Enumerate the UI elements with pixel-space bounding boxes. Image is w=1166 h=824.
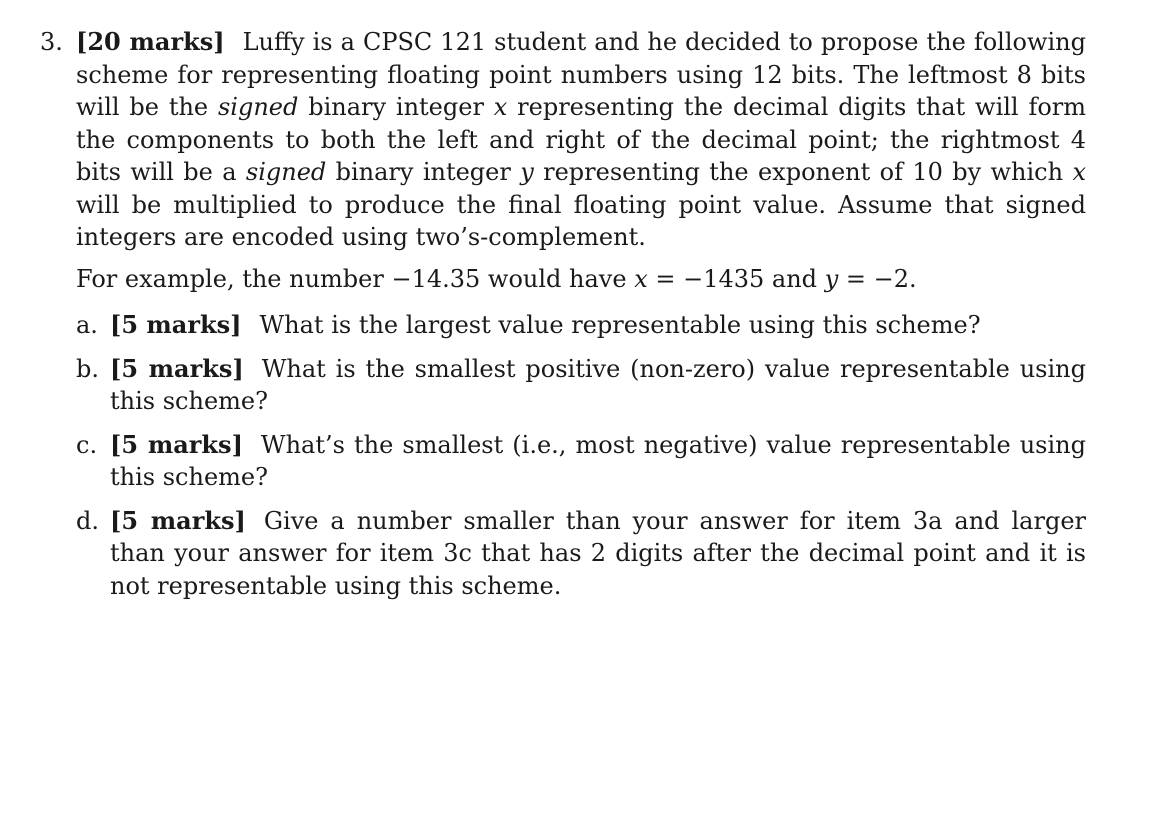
part-b	[76, 353, 1086, 418]
part-marks: [5 marks]	[110, 353, 244, 383]
math-var-x: x	[634, 264, 648, 293]
question-marks: [20 marks]	[76, 27, 225, 56]
intro-emphasis-1: signed	[217, 93, 299, 121]
question-number: 3.	[40, 28, 63, 56]
intro-text-3: representing the decimal digits that will form the components to both the left and right of the decimal point; the rightmost 4 bits will be a	[76, 93, 1087, 186]
question-3	[40, 26, 1086, 613]
question-intro	[76, 26, 1086, 254]
part-marks: [5 marks]	[110, 505, 246, 535]
question-example	[76, 263, 1086, 296]
part-text	[110, 353, 1086, 418]
math-var-y: y	[824, 264, 839, 293]
example-text-1: For example, the number −14.35 would have	[76, 264, 635, 293]
part-question: What is the smallest positive (non-zero) value representable using this scheme?	[110, 354, 1086, 415]
math-var-x: x	[493, 93, 508, 121]
example-text-2: = −1435 and	[647, 264, 825, 293]
intro-text-5: representing the exponent of 10 by which	[533, 158, 1073, 186]
intro-emphasis-2: signed	[245, 158, 327, 186]
part-a	[76, 309, 1086, 342]
part-text	[110, 309, 1086, 342]
intro-text-4: binary integer	[326, 158, 521, 186]
part-question: What’s the smallest (i.e., most negative) value representable using this scheme?	[110, 430, 1086, 491]
part-label: b.	[76, 354, 99, 383]
math-var-x: x	[1072, 158, 1086, 186]
intro-text-1: Luffy is a CPSC 121 student and he decided to propose the following scheme for representing floating point numbers using 12 bits. The leftmost 8 bits will be the	[76, 28, 1086, 121]
part-text	[110, 505, 1086, 603]
part-marks: [5 marks]	[110, 310, 242, 339]
part-question: Give a number smaller than your answer for item 3a and larger than your answer for item 3c that has 2 digits after the decimal point and it is not representable using this scheme.	[110, 506, 1086, 600]
intro-text-2: binary integer	[298, 93, 494, 121]
part-c	[76, 429, 1086, 494]
part-marks: [5 marks]	[110, 429, 243, 459]
intro-text-6: will be multiplied to produce the final floating point value. Assume that signed integers are encoded using two’s-complement.	[76, 190, 1086, 251]
part-d	[76, 505, 1086, 603]
part-text	[110, 429, 1086, 494]
part-question: What is the largest value representable using this scheme?	[259, 311, 981, 339]
part-label: d.	[76, 506, 99, 535]
question-body	[76, 26, 1086, 613]
math-var-y: y	[520, 158, 534, 186]
part-label: a.	[76, 311, 98, 339]
part-label: c.	[76, 430, 98, 459]
question-parts	[76, 309, 1086, 602]
example-text-3: = −2.	[838, 264, 917, 293]
